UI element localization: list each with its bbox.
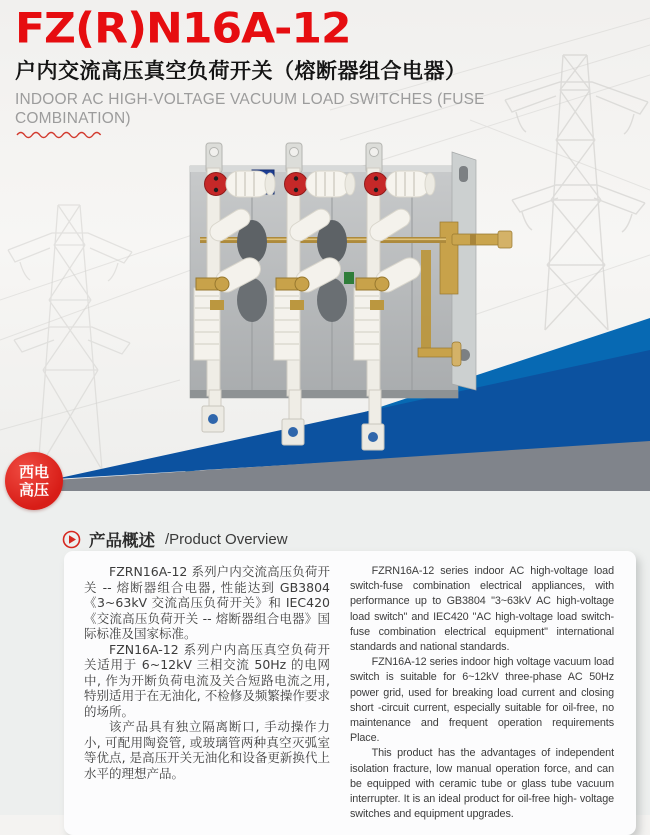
brand-badge-line2: 高压 xyxy=(18,481,49,499)
brand-badge-line1: 西电 xyxy=(18,463,49,481)
product-small-label xyxy=(344,272,354,284)
overview-paragraph-en: FZRN16A-12 series indoor AC high-voltage load switch-fuse combination electrical appliances, with performance up to GB3804 "3~63kV AC high-voltage load switch" and IEC420 "AC high-voltage load switch-fuse combination electrical equipment" international standards and national standards. xyxy=(350,565,614,654)
play-icon xyxy=(62,530,81,549)
overview-paragraph-zh: 该产品具有独立隔离断口, 手动操作力小, 可配用陶瓷管, 或玻璃管两种真空灭弧室等优点, 是高压开关无油化和设备更新换代上水平的理想产品。 xyxy=(84,719,330,781)
overview-paragraph-zh: FZN16A-12 系列户内高压真空负荷开关适用于 6~12kV 三相交流 50Hz 的电网中, 作为开断负荷电流及关合短路电流之用, 特别适用于在无油化, 不检修及频繁操作要求的场所。 xyxy=(84,641,330,719)
section-header xyxy=(62,527,288,551)
overview-paragraph-en: This product has the advantages of independent isolation fracture, low manual operation force, and can be equipped with ceramic tube or glass tube vacuum interrupter. It is an ideal product for oil-free high- voltage switches and equipment upgrades. xyxy=(350,747,614,821)
section-title-en: /Product Overview xyxy=(165,530,288,548)
product-title-zh: 户内交流高压真空负荷开关（熔断器组合电器） xyxy=(15,59,467,83)
wavy-underline xyxy=(15,130,107,139)
product-model-title: FZ(R)N16A-12 xyxy=(15,4,351,54)
overview-paragraph-en: FZN16A-12 series indoor high voltage vacuum load switch is suitable for 6~12kV three-phase AC 50Hz power grid, used for breaking load current and closing short -circuit current, especially suitable for oil-free, no maintenance and frequent operation requirements Place. xyxy=(350,656,614,745)
section-title-zh: 产品概述 xyxy=(89,531,155,550)
page-header xyxy=(15,4,535,139)
brand-badge xyxy=(5,452,63,510)
overview-column-en xyxy=(350,564,614,822)
product-title-en: INDOOR AC HIGH-VOLTAGE VACUUM LOAD SWITCHES (FUSE COMBINATION) xyxy=(15,91,485,127)
overview-column-zh xyxy=(84,564,330,822)
overview-panel xyxy=(64,551,636,835)
overview-paragraph-zh: FZRN16A-12 系列户内交流高压负荷开关 -- 熔断器组合电器, 性能达到 GB3804《3~63kV 交流高压负荷开关》和 IEC420《交流高压负荷开关 -- 熔断器组合电器》国际标准及国家标准。 xyxy=(84,564,330,641)
